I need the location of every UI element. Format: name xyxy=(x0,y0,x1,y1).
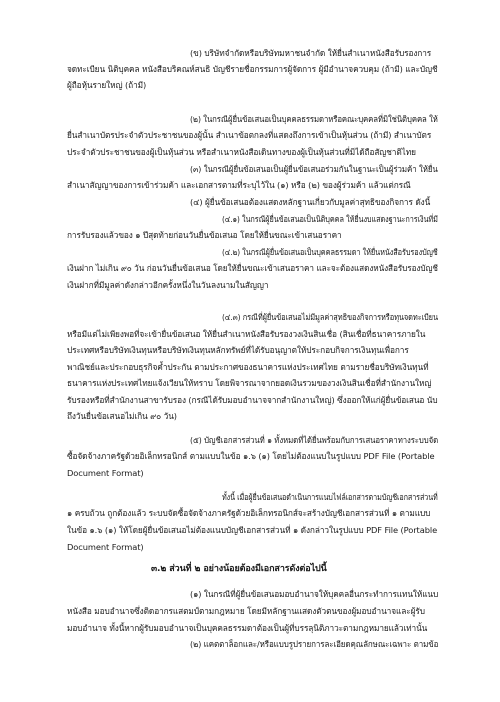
text-line: ทั้งนี้ เมื่อผู้ยื่นข้อเสนอดำเนินการแนบไฟล์เอกสารตามบัญชีเอกสารส่วนที่ xyxy=(222,492,438,502)
text-line: ถึงวันยื่นข้อเสนอไม่เกิน ๙๐ วัน) xyxy=(67,411,177,421)
text-line: (๒) แคตตาล็อกและ/หรือแบบรูปรายการละเอียดคุณลักษณะเฉพาะ ตามข้อ xyxy=(190,639,439,649)
text-line: Document Format) xyxy=(67,542,144,552)
text-line: (๔.๑) ในกรณีผู้ยื่นข้อเสนอเป็นนิติบุคคล ให้ยื่นงบแสดงฐานะการเงินที่มี xyxy=(222,214,438,224)
text-line: Document Format) xyxy=(67,468,144,478)
text-line: รับรองหรือที่สำนักงานสาขารับรอง (กรณีได้รับมอบอำนาจจากสำนักงานใหญ่) ซึ่งออกให้แก่ผู้ยื่นข้อเสนอ นับ xyxy=(67,395,438,405)
text-line: (๔.๓) กรณีที่ผู้ยื่นข้อเสนอไม่มีมูลค่าสุทธิของกิจการหรือทุนจดทะเบียน xyxy=(222,312,438,322)
text-line: ซื้อจัดจ้างภาครัฐด้วยอิเล็กทรอนิกส์ ตามแบบในข้อ ๑.๖ (๑) โดยไม่ต้องแนบในรูปแบบ PDF File (Portable xyxy=(67,451,435,461)
text-line: (๑) ในกรณีที่ผู้ยื่นข้อเสนอมอบอำนาจให้บุคคลอื่นกระทำการแทนให้แนบ xyxy=(190,589,439,599)
text-line: ประเทศหรือบริษัทเงินทุนหรือบริษัทเงินทุนหลักทรัพย์ที่ได้รับอนุญาตให้ประกอบกิจการเงินทุนเพื่อการ xyxy=(67,345,409,355)
text-line: ในข้อ ๑.๖ (๑) ให้โดยผู้ยื่นข้อเสนอไม่ต้องแนบบัญชีเอกสารส่วนที่ ๑ ดังกล่าวในรูปแบบ PDF File (Portable xyxy=(67,525,438,535)
text-line: หนังสือ มอบอำนาจซึ่งติดอากรแสตมป์ตามกฎหมาย โดยมีหลักฐานแสดงตัวตนของผู้มอบอำนาจและผู้รับ xyxy=(67,606,425,616)
text-line: หรือมีแต่ไม่เพียงพอที่จะเข้ายื่นข้อเสนอ ให้ยื่นสำเนาหนังสือรับรองวงเงินสินเชื่อ (สินเชื่อที่ธนาคารภายใน xyxy=(67,329,426,339)
text-line: ๑ ครบถ้วน ถูกต้องแล้ว ระบบจัดซื้อจัดจ้างภาครัฐด้วยอิเล็กทรอนิกส์จะสร้างบัญชีเอกสารส่วนที่ ๑ ตามแบบ xyxy=(67,508,431,518)
text-line: (ข) บริษัทจำกัดหรือบริษัทมหาชนจำกัด ให้ยื่นสำเนาหนังสือรับรองการ xyxy=(190,48,432,58)
text-line: จดทะเบียน นิติบุคคล หนังสือบริคณห์สนธิ บัญชีรายชื่อกรรมการผู้จัดการ ผู้มีอำนาจควบคุม (ถ้ามี) และบัญชี xyxy=(67,64,438,74)
text-line: สำเนาสัญญาของการเข้าร่วมค้า และเอกสารตามที่ระบุไว้ใน (๑) หรือ (๒) ของผู้ร่วมค้า แล้วแต่กรณี xyxy=(67,180,411,190)
text-line: เงินฝากที่มีมูลค่าดังกล่าวอีกครั้งหนึ่งในวันลงนามในสัญญา xyxy=(67,280,269,290)
text-line: ธนาคารแห่งประเทศไทยแจ้งเวียนให้ทราบ โดยพิจารณาจากยอดเงินรวมของวงเงินสินเชื่อที่สำนักงานใหญ่ xyxy=(67,378,432,388)
text-line: (๓) ในกรณีผู้ยื่นข้อเสนอเป็นผู้ยื่นข้อเสนอร่วมกันในฐานะเป็นผู้ร่วมค้า ให้ยื่น xyxy=(190,164,438,174)
text-line: เงินฝาก ไม่เกิน ๙๐ วัน ก่อนวันยื่นข้อเสนอ โดยให้ยื่นขณะเข้าเสนอราคา และจะต้องแสดงหนังสือรับรองบัญชี xyxy=(67,263,438,273)
text-line: มอบอำนาจ ทั้งนี้หากผู้รับมอบอำนาจเป็นบุคคลธรรมดาต้องเป็นผู้ที่บรรลุนิติภาวะตามกฎหมายแล้วเท่านั้น xyxy=(67,623,428,633)
text-line: (๒) ในกรณีผู้ยื่นข้อเสนอเป็นบุคคลธรรมดาหรือคณะบุคคลที่มิใช่นิติบุคคล ให้ xyxy=(190,114,438,124)
text-line: การรับรองแล้วของ ๑ ปีสุดท้ายก่อนวันยื่นข้อเสนอ โดยให้ยื่นขณะเข้าเสนอราคา xyxy=(67,230,342,240)
text-line: (๔.๒) ในกรณีผู้ยื่นข้อเสนอเป็นบุคคลธรรมดา ให้ยื่นหนังสือรับรองบัญชี xyxy=(222,247,438,257)
text-line: ยื่นสำเนาบัตรประจำตัวประชาชนของผู้นั้น สำเนาข้อตกลงที่แสดงถึงการเข้าเป็นหุ้นส่วน (ถ้ามี) สำเนาบัตร xyxy=(67,130,432,140)
text-line: พาณิชย์และประกอบธุรกิจค้ำประกัน ตามประกาศของธนาคารแห่งประเทศไทย ตามรายชื่อบริษัทเงินทุนที่ xyxy=(67,362,429,372)
section-heading: ๓.๒ ส่วนที่ ๒ อย่างน้อยต้องมีเอกสารดังต่อไปนี้ xyxy=(151,564,327,574)
text-line: ประจำตัวประชาชนของผู้เป็นหุ้นส่วน หรือสำเนาหนังสือเดินทางของผู้เป็นหุ้นส่วนที่มิได้ถือสัญชาติไทย xyxy=(67,147,416,157)
text-line: (๔) ผู้ยื่นข้อเสนอต้องแสดงหลักฐานเกี่ยวกับมูลค่าสุทธิของกิจการ ดังนี้ xyxy=(190,197,431,207)
text-line: ผู้ถือหุ้นรายใหญ่ (ถ้ามี) xyxy=(67,80,147,90)
text-line: (๕) บัญชีเอกสารส่วนที่ ๑ ทั้งหมดที่ได้ยื่นพร้อมกับการเสนอราคาทางระบบจัด xyxy=(190,435,439,445)
